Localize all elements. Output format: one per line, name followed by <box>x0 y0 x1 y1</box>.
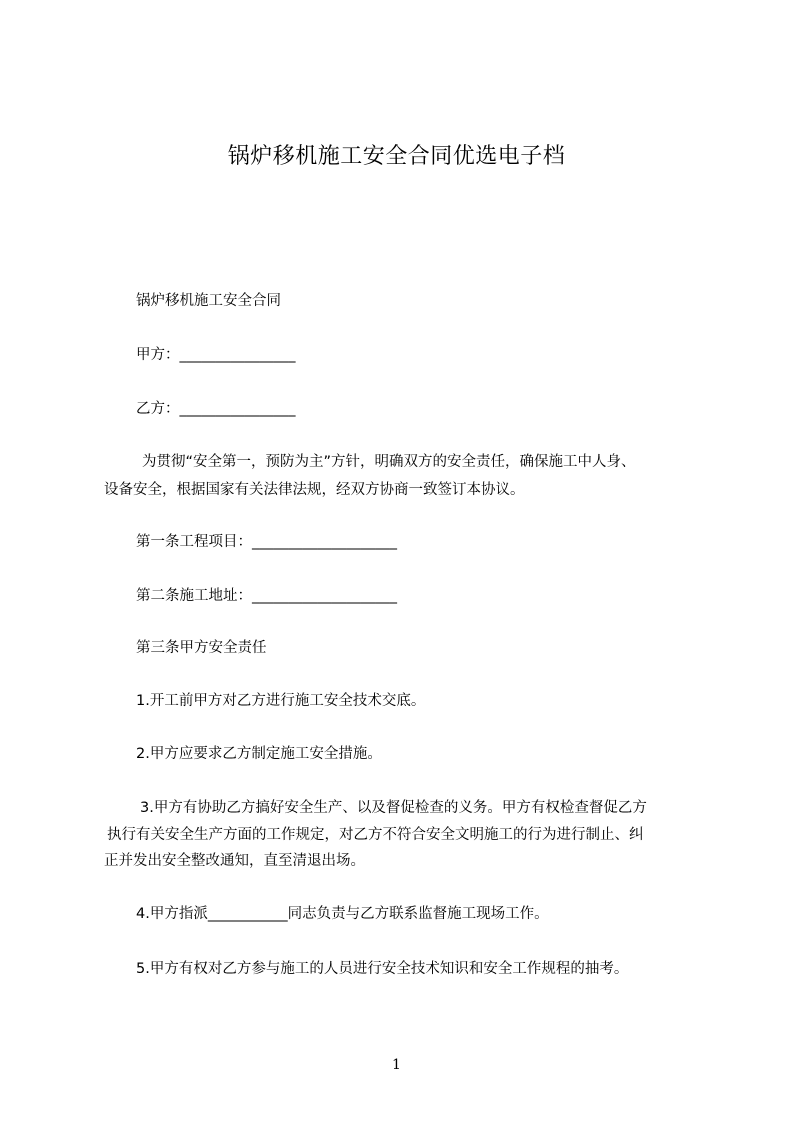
contract-name: 锅炉移机施工安全合同 <box>136 293 281 309</box>
item-3-line-3: 正并发出安全整改通知，直至清退出场。 <box>104 853 365 869</box>
item-2: 2.甲方应要求乙方制定施工安全措施。 <box>136 746 382 762</box>
intro-paragraph-line-1: 为贯彻“安全第一，预防为主”方针，明确双方的安全责任，确保施工中人身、 <box>142 454 636 470</box>
article-2-address: 第二条施工地址：____________________ <box>136 588 397 604</box>
item-3-line-1: 3.甲方有协助乙方搞好安全生产、以及督促检查的义务。甲方有权检查督促乙方 <box>140 800 647 816</box>
page-number: 1 <box>392 1057 401 1073</box>
intro-paragraph-line-2: 设备安全，根据国家有关法律法规，经双方协商一致签订本协议。 <box>104 482 525 498</box>
party-b-line: 乙方：________________ <box>136 401 296 417</box>
item-5: 5.甲方有权对乙方参与施工的人员进行安全技术知识和安全工作规程的抽考。 <box>136 961 629 977</box>
item-3-line-2: 执行有关安全生产方面的工作规定，对乙方不符合安全文明施工的行为进行制止、纠 <box>107 827 644 843</box>
article-3-heading: 第三条甲方安全责任 <box>136 640 267 656</box>
item-1: 1.开工前甲方对乙方进行施工安全技术交底。 <box>136 693 426 709</box>
article-1-project: 第一条工程项目：____________________ <box>136 534 397 550</box>
document-title: 锅炉移机施工安全合同优选电子档 <box>227 144 566 169</box>
party-a-line: 甲方：________________ <box>136 347 296 363</box>
item-4: 4.甲方指派___________同志负责与乙方联系监督施工现场工作。 <box>136 906 549 922</box>
